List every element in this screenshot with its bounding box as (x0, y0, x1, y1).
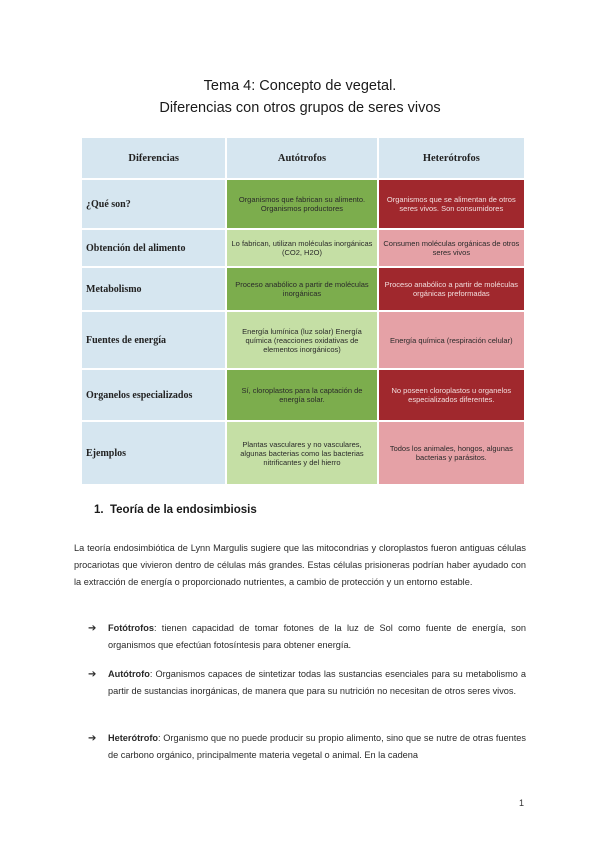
row-label: Obtención del alimento (81, 229, 226, 267)
arrow-icon: ➔ (88, 623, 97, 634)
autotrofo-cell: Energía lumínica (luz solar) Energía química (reacciones oxidativas de elementos inorgánicos) (226, 311, 377, 369)
header-heterotrofos: Heterótrofos (378, 137, 525, 179)
arrow-icon: ➔ (88, 733, 97, 744)
heterotrofo-cell: Proceso anabólico a partir de moléculas orgánicas preformadas (378, 267, 525, 311)
bullet-term: Autótrofo (108, 669, 150, 679)
autotrofo-cell: Plantas vasculares y no vasculares, algunas bacterias como las bacterias nitrificantes y del hierro (226, 421, 377, 485)
bullet-heterotrofo (88, 730, 526, 764)
section-number: 1. (94, 504, 104, 516)
heterotrofo-cell: Organismos que se alimentan de otros seres vivos. Son consumidores (378, 179, 525, 229)
section-title: Teoría de la endosimbiosis (109, 504, 257, 516)
page-title-line1: Tema 4: Concepto de vegetal. (203, 78, 397, 94)
bullet-autotrofo (88, 666, 526, 700)
table-row (81, 229, 525, 267)
page-title-line2: Diferencias con otros grupos de seres vivos (159, 100, 441, 116)
row-label: Metabolismo (81, 267, 226, 311)
bullet-fototrofos (88, 620, 526, 654)
section-heading (94, 504, 257, 516)
header-diferencias: Diferencias (81, 137, 226, 179)
heterotrofo-cell: Consumen moléculas orgánicas de otros seres vivos (378, 229, 525, 267)
row-label: Fuentes de energía (81, 311, 226, 369)
heterotrofo-cell: No poseen cloroplastos u organelos especializados diferentes. (378, 369, 525, 421)
bullet-term: Heterótrofo (108, 733, 159, 743)
table-header-row (81, 137, 525, 179)
page-number: 1 (519, 798, 525, 808)
bullet-text: : Organismos capaces de sintetizar todas las sustancias esenciales para su metabolismo a partir de sustancias inorgánicas, de manera que para su nutrición no necesitan de otros seres vivos. (108, 669, 526, 696)
bullet-text: : tienen capacidad de tomar fotones de la luz de Sol como fuente de energía, son organismos que efectúan fotosíntesis para obtener energía. (108, 623, 526, 650)
comparison-table (80, 136, 526, 486)
table-row (81, 311, 525, 369)
autotrofo-cell: Sí, cloroplastos para la captación de energía solar. (226, 369, 377, 421)
header-autotrofos: Autótrofos (226, 137, 377, 179)
arrow-icon: ➔ (88, 669, 97, 680)
bullet-term: Fotótrofos (108, 623, 154, 633)
autotrofo-cell: Proceso anabólico a partir de moléculas inorgánicas (226, 267, 377, 311)
table-row (81, 267, 525, 311)
table-row (81, 421, 525, 485)
bullet-text: : Organismo que no puede producir su propio alimento, sino que se nutre de otras fuentes de carbono orgánico, principalmente materia vegetal o animal. En la cadena (108, 733, 526, 760)
row-label: Organelos especializados (81, 369, 226, 421)
heterotrofo-cell: Energía química (respiración celular) (378, 311, 525, 369)
table-row (81, 369, 525, 421)
heterotrofo-cell: Todos los animales, hongos, algunas bacterias y parásitos. (378, 421, 525, 485)
table-row (81, 179, 525, 229)
row-label: Ejemplos (81, 421, 226, 485)
row-label: ¿Qué son? (81, 179, 226, 229)
autotrofo-cell: Organismos que fabrican su alimento. Organismos productores (226, 179, 377, 229)
autotrofo-cell: Lo fabrican, utilizan moléculas inorgánicas (CO2, H2O) (226, 229, 377, 267)
section-paragraph: La teoría endosimbiótica de Lynn Margulis sugiere que las mitocondrias y cloroplastos fueron antiguas células procariotas que vivieron dentro de células más grandes. Estas células prisioneras podrían haber ayudado con la extracción de energía o proporcionado nutrientes, a cambio de protección y un entorno estable. (74, 543, 526, 587)
